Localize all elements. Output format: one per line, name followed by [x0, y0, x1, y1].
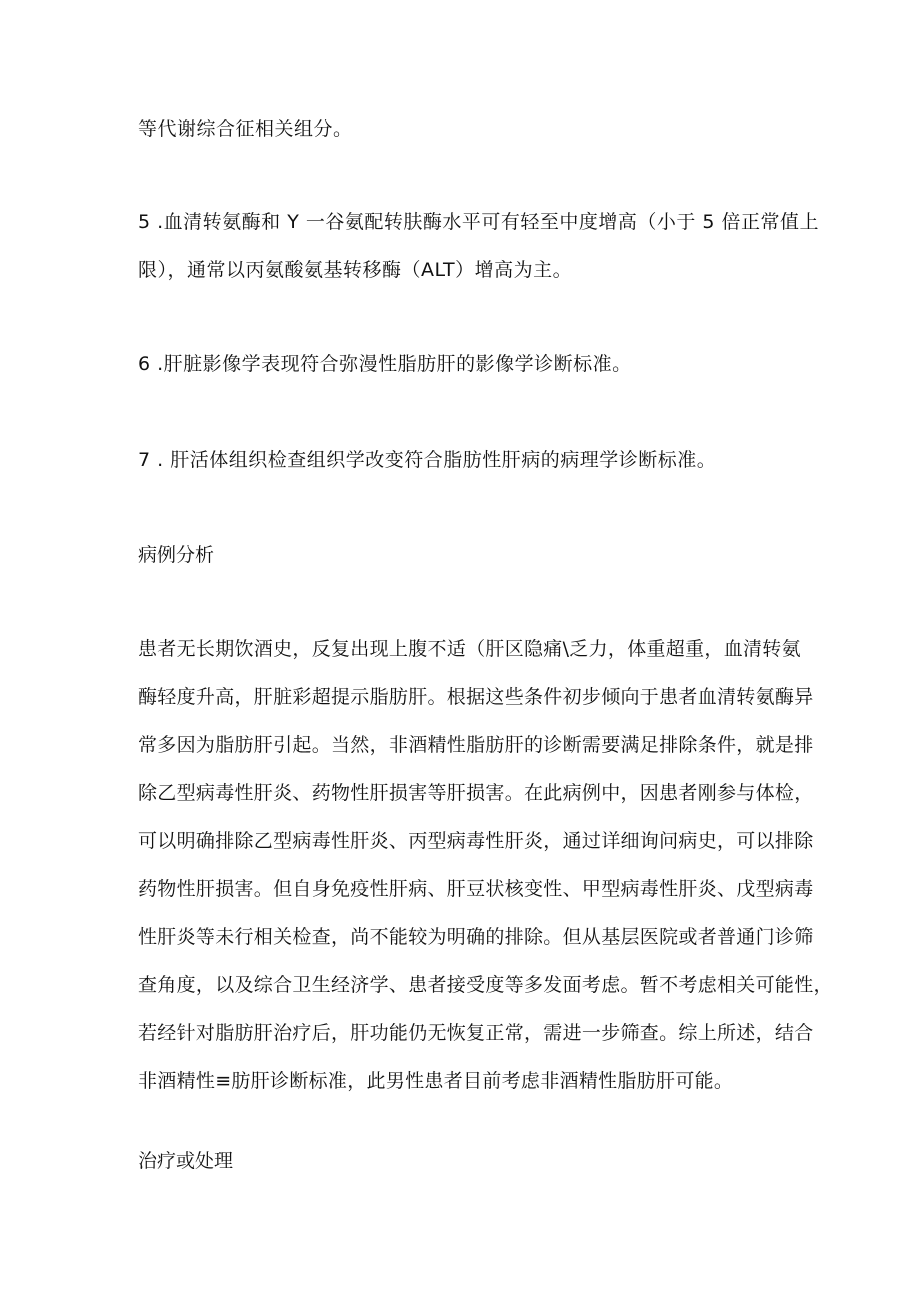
text-line-metabolic: 等代谢综合征相关组分。 — [138, 118, 353, 140]
paragraph-line: 可以明确排除乙型病毒性肝炎、丙型病毒性肝炎，通过详细询问病史，可以排除 — [138, 830, 814, 852]
paragraph-line: 若经针对脂肪肝治疗后，肝功能仍无恢复正常，需进一步筛查。综上所述，结合 — [138, 1022, 814, 1044]
criterion-5-line-2: 限），通常以丙氨酸氨基转移酶（ALT）增高为主。 — [138, 259, 573, 281]
paragraph-line: 非酒精性≡肪肝诊断标准，此男性患者目前考虑非酒精性脂肪肝可能。 — [138, 1070, 734, 1092]
paragraph-line: 患者无长期饮酒史，反复出现上腹不适（肝区隐痛\乏力，体重超重，血清转氨 — [138, 638, 801, 660]
treatment-heading: 治疗或处理 — [138, 1150, 234, 1172]
criterion-7: 7 . 肝活体组织检查组织学改变符合脂肪性肝病的病理学诊断标准。 — [138, 449, 717, 471]
criterion-5-line-1: 5 .血清转氨酶和 Y 一谷氨配转肤酶水平可有轻至中度增高（小于 5 倍正常值上 — [138, 211, 820, 233]
paragraph-line: 常多因为脂肪肝引起。当然，非酒精性脂肪肝的诊断需要满足排除条件，就是排 — [138, 734, 814, 756]
paragraph-line: 查角度，以及综合卫生经济学、患者接受度等多发面考虑。暂不考虑相关可能性， — [138, 974, 833, 996]
case-analysis-heading: 病例分析 — [138, 544, 215, 566]
paragraph-line: 除乙型病毒性肝炎、药物性肝损害等肝损害。在此病例中，因患者刚参与体检， — [138, 782, 814, 804]
paragraph-line: 药物性肝损害。但自身免疫性肝病、肝豆状核变性、甲型病毒性肝炎、戊型病毒 — [138, 878, 814, 900]
criterion-6: 6 .肝脏影像学表现符合弥漫性脂肪肝的影像学诊断标准。 — [138, 353, 632, 375]
paragraph-line: 性肝炎等未行相关检查，尚不能较为明确的排除。但从基层医院或者普通门诊筛 — [138, 926, 814, 948]
paragraph-line: 酶轻度升高，肝脏彩超提示脂肪肝。根据这些条件初步倾向于患者血清转氨酶异 — [138, 686, 814, 708]
